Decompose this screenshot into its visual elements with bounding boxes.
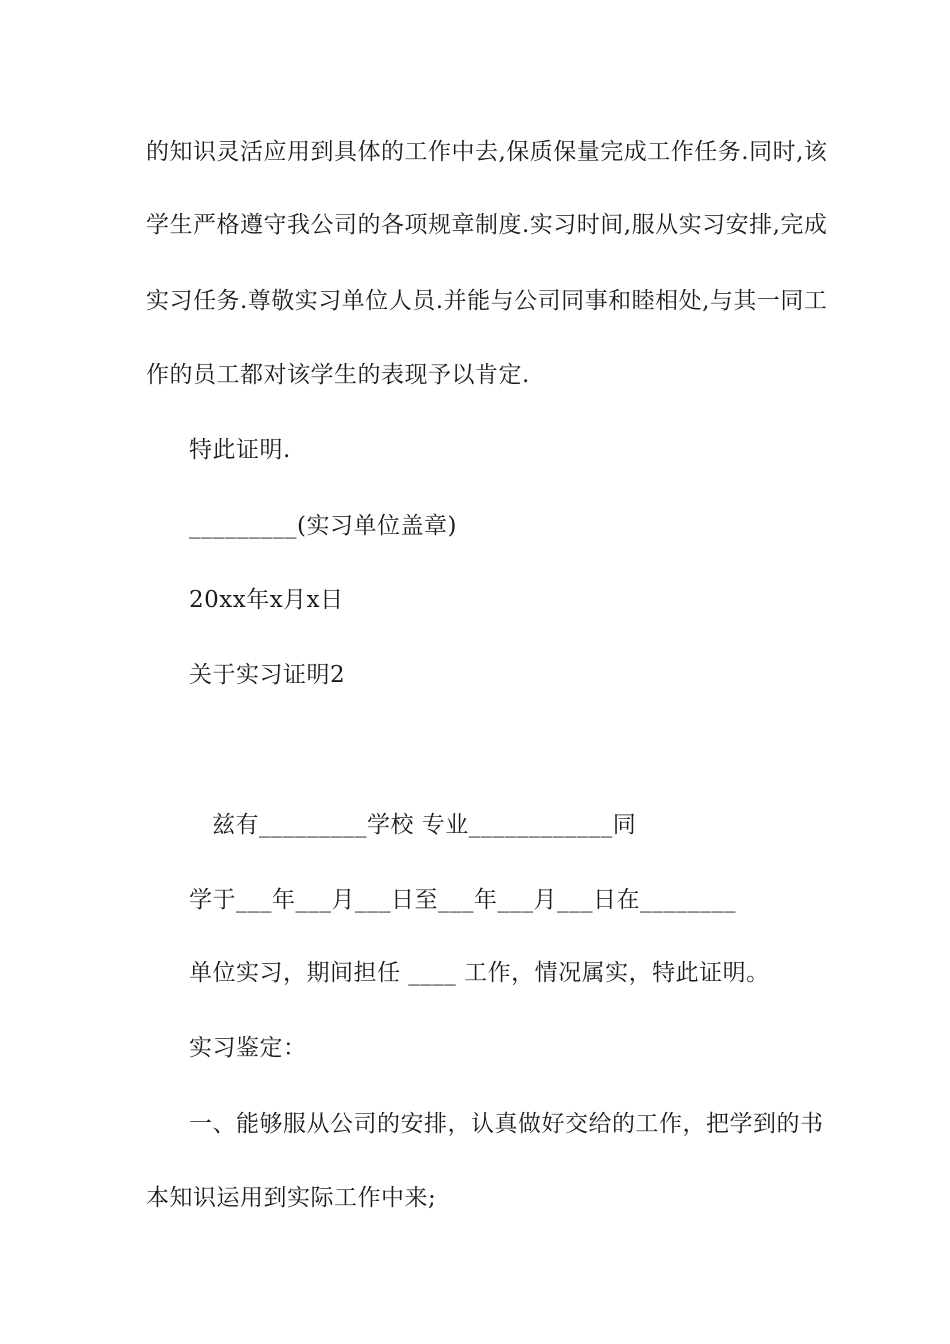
body-text-line: 学生严格遵守我公司的各项规章制度.实习时间,服从实习安排,完成: [146, 212, 828, 238]
certification-statement: 特此证明.: [189, 437, 291, 463]
body-text-line: 作的员工都对该学生的表现予以肯定.: [146, 362, 530, 388]
appraisal-item: 一、能够服从公司的安排，认真做好交给的工作，把学到的书: [189, 1111, 824, 1137]
form-text-line: 单位实习，期间担任 ____ 工作，情况属实，特此证明。: [189, 960, 770, 986]
appraisal-item: 本知识运用到实际工作中来;: [146, 1185, 437, 1211]
form-text-line: 兹有_________学校 专业____________同: [212, 812, 637, 838]
section-heading: 关于实习证明2: [189, 662, 346, 688]
body-text-line: 实习任务.尊敬实习单位人员.并能与公司同事和睦相处,与其一同工: [146, 288, 828, 314]
body-text-line: 的知识灵活应用到具体的工作中去,保质保量完成工作任务.同时,该: [146, 139, 828, 165]
date-line: 20xx年x月x日: [189, 587, 344, 613]
appraisal-heading: 实习鉴定：: [189, 1035, 307, 1061]
form-text-line: 学于___年___月___日至___年___月___日在________: [189, 887, 736, 913]
company-seal-line: _________(实习单位盖章): [189, 513, 457, 539]
